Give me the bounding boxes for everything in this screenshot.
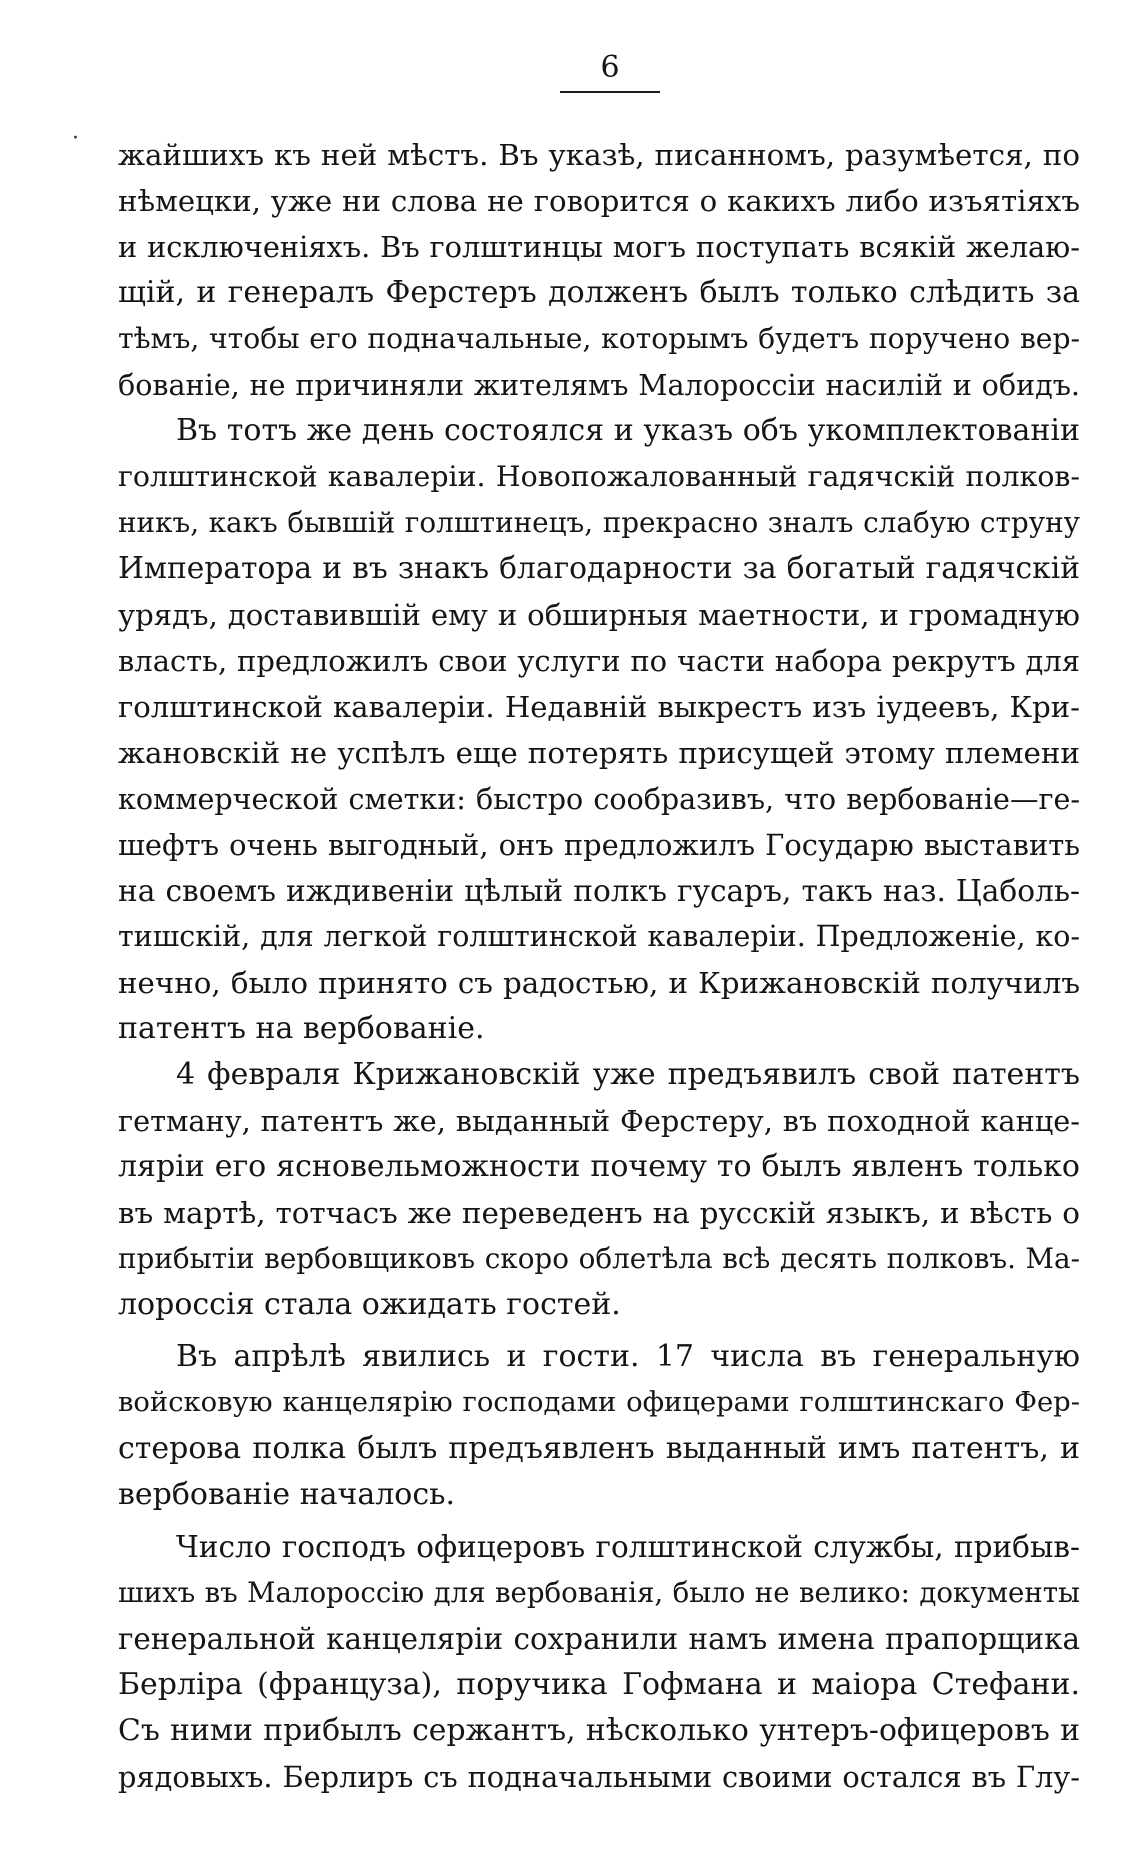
margin-mark: ·: [72, 126, 79, 151]
text-line: патентъ на вербованіе.: [118, 1011, 485, 1046]
text-line: шефтъ очень выгодный, онъ предложилъ Государю выставить: [118, 828, 1080, 862]
text-line: Число господъ офицеровъ голштинской службы, прибыв-: [176, 1530, 1080, 1564]
text-line: прибытіи вербовщиковъ скоро облетѣла всѣ десять полковъ. Ма-: [118, 1242, 1080, 1275]
text-line: ляріи его ясновельможности почему то былъ явленъ только: [118, 1149, 1080, 1184]
text-line: Съ ними прибылъ сержантъ, нѣсколько унтеръ-офицеровъ и: [118, 1713, 1080, 1748]
text-line: рядовыхъ. Берлиръ съ подначальными своими остался въ Глу-: [118, 1760, 1080, 1794]
paragraph-4: [118, 1334, 1080, 1518]
text-line: въ мартѣ, тотчасъ же переведенъ на русскій языкъ, и вѣсть о: [118, 1196, 1080, 1230]
body-text: [118, 132, 1080, 1800]
text-line: Берліра (француза), поручика Гофмана и маіора Стефани.: [118, 1667, 1080, 1702]
paragraph-3: [118, 1052, 1080, 1328]
text-line: вербованіе началось.: [118, 1477, 456, 1512]
page-number-rule: [560, 91, 660, 93]
text-line: нѣмецки, уже ни слова не говорится о какихъ либо изъятіяхъ: [118, 184, 1080, 218]
text-line: власть, предложилъ свои услуги по части набора рекрутъ для: [118, 644, 1080, 678]
text-line: жановскій не успѣлъ еще потерять присущей этому племени: [118, 736, 1080, 770]
text-line: Императора и въ знакъ благодарности за богатый гадячскій: [118, 551, 1080, 586]
text-line: нечно, было принято съ радостью, и Крижановскій получилъ: [118, 966, 1080, 1000]
text-line: генеральной канцеляріи сохранили намъ имена прапорщика: [118, 1622, 1080, 1656]
paragraph-2: [118, 408, 1080, 1052]
text-line: никъ, какъ бывшій голштинецъ, прекрасно зналъ слабую струну: [118, 506, 1080, 539]
paragraph-5: [118, 1524, 1080, 1800]
text-line: урядъ, доставившій ему и обширныя маетности, и громадную: [118, 598, 1080, 632]
paragraph-1: [118, 132, 1080, 408]
text-line: Въ тотъ же день состоялся и указъ объ укомплектованіи: [176, 413, 1080, 448]
text-line: голштинской кавалеріи. Новопожалованный гадячскій полков-: [118, 460, 1080, 493]
text-line: шихъ въ Малороссію для вербованія, было не велико: документы: [118, 1576, 1080, 1609]
text-line: на своемъ иждивеніи цѣлый полкъ гусаръ, такъ наз. Цаболь-: [118, 874, 1080, 908]
text-line: войсковую канцелярію господами офицерами голштинскаго Фер-: [118, 1387, 1080, 1418]
text-line: голштинской кавалеріи. Недавній выкрестъ изъ іудеевъ, Кри-: [118, 690, 1080, 724]
text-line: Въ апрѣлѣ явились и гости. 17 числа въ генеральную: [176, 1339, 1080, 1374]
text-line: 4 февраля Крижановскій уже предъявилъ свой патентъ: [176, 1057, 1080, 1092]
text-line: гетману, патентъ же, выданный Ферстеру, въ походной канце-: [118, 1104, 1080, 1138]
text-line: тишскій, для легкой голштинской кавалеріи. Предложеніе, ко-: [118, 920, 1080, 953]
text-line: стерова полка былъ предъявленъ выданный имъ патентъ, и: [118, 1431, 1080, 1466]
text-line: бованіе, не причиняли жителямъ Малороссіи насилій и обидъ.: [118, 368, 1080, 402]
text-line: и исключеніяхъ. Въ голштинцы могъ поступать всякій желаю-: [118, 230, 1080, 264]
text-line: щій, и генералъ Ферстеръ долженъ былъ только слѣдить за: [118, 275, 1080, 310]
text-line: жайшихъ къ ней мѣстъ. Въ указѣ, писанномъ, разумѣется, по: [118, 138, 1080, 172]
text-line: коммерческой сметки: быстро сообразивъ, что вербованіе—ге-: [118, 782, 1080, 816]
text-line: тѣмъ, чтобы его подначальные, которымъ будетъ поручено вер-: [118, 322, 1080, 355]
page-number: 6: [600, 50, 620, 85]
text-line: лороссія стала ожидать гостей.: [118, 1287, 621, 1322]
